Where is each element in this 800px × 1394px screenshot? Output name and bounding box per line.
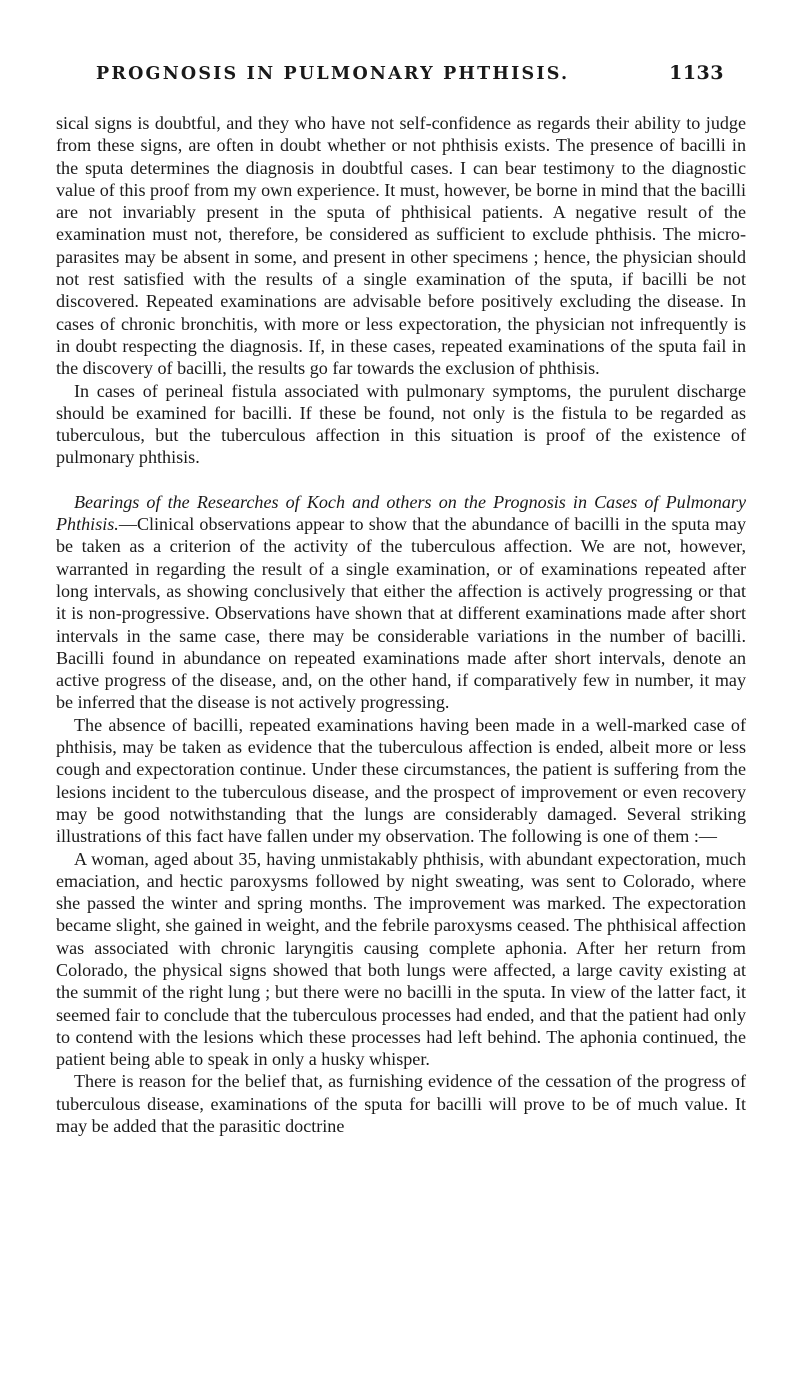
paragraph-2 <box>56 380 746 469</box>
running-title: PROGNOSIS IN PULMONARY PHTHISIS. <box>96 64 570 84</box>
paragraph-5-text: A woman, aged about 35, having unmistakably phthisis, with abundant expectoration, much emaciation, and hectic paroxysms followed by night sweating, was sent to Colorado, where she passed the winter and spring months. The improvement was marked. The expectoration became slight, she gained in weight, and the febrile paroxysms ceased. The phthisical affection was associated with chronic laryngitis causing complete aphonia. After her return from Colorado, the physical signs showed that both lungs were affected, a large cavity existing at the summit of the right lung ; but there were no bacilli in the sputa. In view of the latter fact, it seemed fair to conclude that the tuberculous processes had ended, and that the patient had only to contend with the lesions which these processes had left behind. The aphonia continued, the patient being able to speak in only a husky whisper. <box>56 848 746 1070</box>
paragraph-4-text: The absence of bacilli, repeated examinations having been made in a well-marked case of phthisis, may be taken as evidence that the tuberculous affection is ended, albeit more or less cough and expectoration continue. Under these circumstances, the patient is suffering from the lesions incident to the tuberculous disease, and the prospect of improvement or even recovery may be good notwithstanding that the lungs are considerably damaged. Several striking illustrations of this fact have fallen under my observation. The following is one of them :— <box>56 714 746 847</box>
body-text <box>56 112 746 1137</box>
paragraph-1 <box>56 112 746 380</box>
page-number: 1133 <box>669 62 724 84</box>
section-heading: Bearings of the Researches of Koch and others on the Prognosis in Cases of Pulmonary Phthisis. <box>56 491 746 535</box>
paragraph-1-text: sical signs is doubtful, and they who have not self-confidence as regards their ability to judge from these signs, are often in doubt whether or not phthisis exists. The presence of bacilli in the sputa determines the diagnosis in doubtful cases. I can bear testimony to the diagnostic value of this proof from my own experience. It must, however, be borne in mind that the bacilli are not invariably present in the sputa of phthisical patients. A negative result of the examination must not, therefore, be considered as sufficient to exclude phthisis. The micro-parasites may be absent in some, and present in other specimens ; hence, the physician should not rest satisfied with the results of a single examination of the sputa, if bacilli be not discovered. Repeated examinations are advisable before positively excluding the disease. In cases of chronic bronchitis, with more or less expectoration, the physician not infrequently is in doubt respecting the diagnosis. If, in these cases, repeated examinations of the sputa fail in the discovery of bacilli, the results go far towards the exclusion of phthisis. <box>56 113 746 379</box>
paragraph-6-text: There is reason for the belief that, as furnishing evidence of the cessation of the progress of tuberculous disease, examinations of the sputa for bacilli will prove to be of much value. It may be added that the parasitic doctrine <box>56 1071 746 1137</box>
paragraph-2-text: In cases of perineal fistula associated with pulmonary symptoms, the purulent discharge should be examined for bacilli. If these be found, not only is the fistula to be regarded as tuberculous, but the tuberculous affection in this situation is proof of the existence of pulmonary phthisis. <box>56 380 746 468</box>
paragraph-5 <box>56 848 746 1071</box>
paragraph-4 <box>56 714 746 848</box>
paragraph-3-text: —Clinical observations appear to show that the abundance of bacilli in the sputa may be taken as a criterion of the activity of the tuberculous affection. We are not, however, warranted in regarding the result of a single examination, or of examinations repeated after long intervals, as showing conclusively that either the affection is actively progressing or that it is non-progressive. Observations have shown that at different examinations made after short intervals in the same case, there may be considerable variations in the number of bacilli. Bacilli found in abundance on repeated examinations made after short intervals, denote an active progress of the disease, and, on the other hand, if comparatively few in number, it may be inferred that the disease is not actively progressing. <box>56 514 746 713</box>
running-header <box>96 62 724 84</box>
paragraph-3 <box>56 491 746 714</box>
paragraph-6 <box>56 1070 746 1137</box>
